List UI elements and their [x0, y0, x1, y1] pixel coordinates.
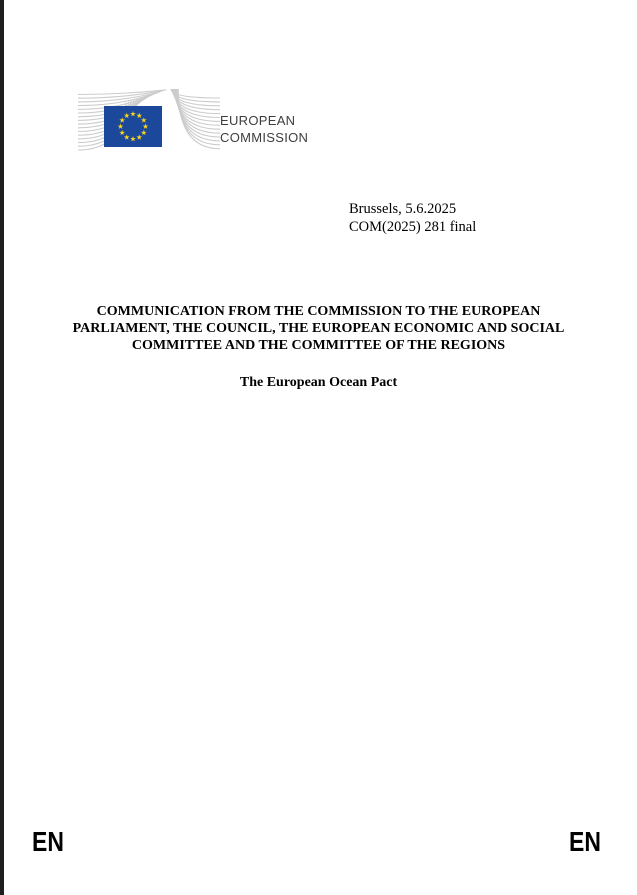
document-subtitle: The European Ocean Pact: [239, 375, 398, 390]
document-title-line-3: COMMITTEE AND THE COMMITTEE OF THE REGIONS: [131, 338, 506, 353]
document-title-line-2: PARLIAMENT, THE COUNCIL, THE EUROPEAN ECONOMIC AND SOCIAL: [72, 321, 565, 336]
institution-line2: COMMISSION: [220, 130, 309, 145]
logo-fan-lines-right: [171, 89, 220, 149]
language-code-right: EN: [569, 826, 601, 857]
page-left-edge-line: [0, 0, 4, 895]
place-and-date: Brussels, 5.6.2025: [349, 201, 457, 217]
institution-wordmark: [220, 112, 308, 146]
language-code-left: EN: [32, 826, 64, 857]
institution-line1: EUROPEAN: [220, 113, 296, 128]
document-reference: COM(2025) 281 final: [349, 218, 477, 235]
document-title-block: [0, 303, 637, 391]
european-commission-logo-icon: [78, 86, 222, 152]
document-meta: [349, 201, 476, 236]
document-title-line-1: COMMUNICATION FROM THE COMMISSION TO THE EUROPEAN: [96, 304, 541, 319]
